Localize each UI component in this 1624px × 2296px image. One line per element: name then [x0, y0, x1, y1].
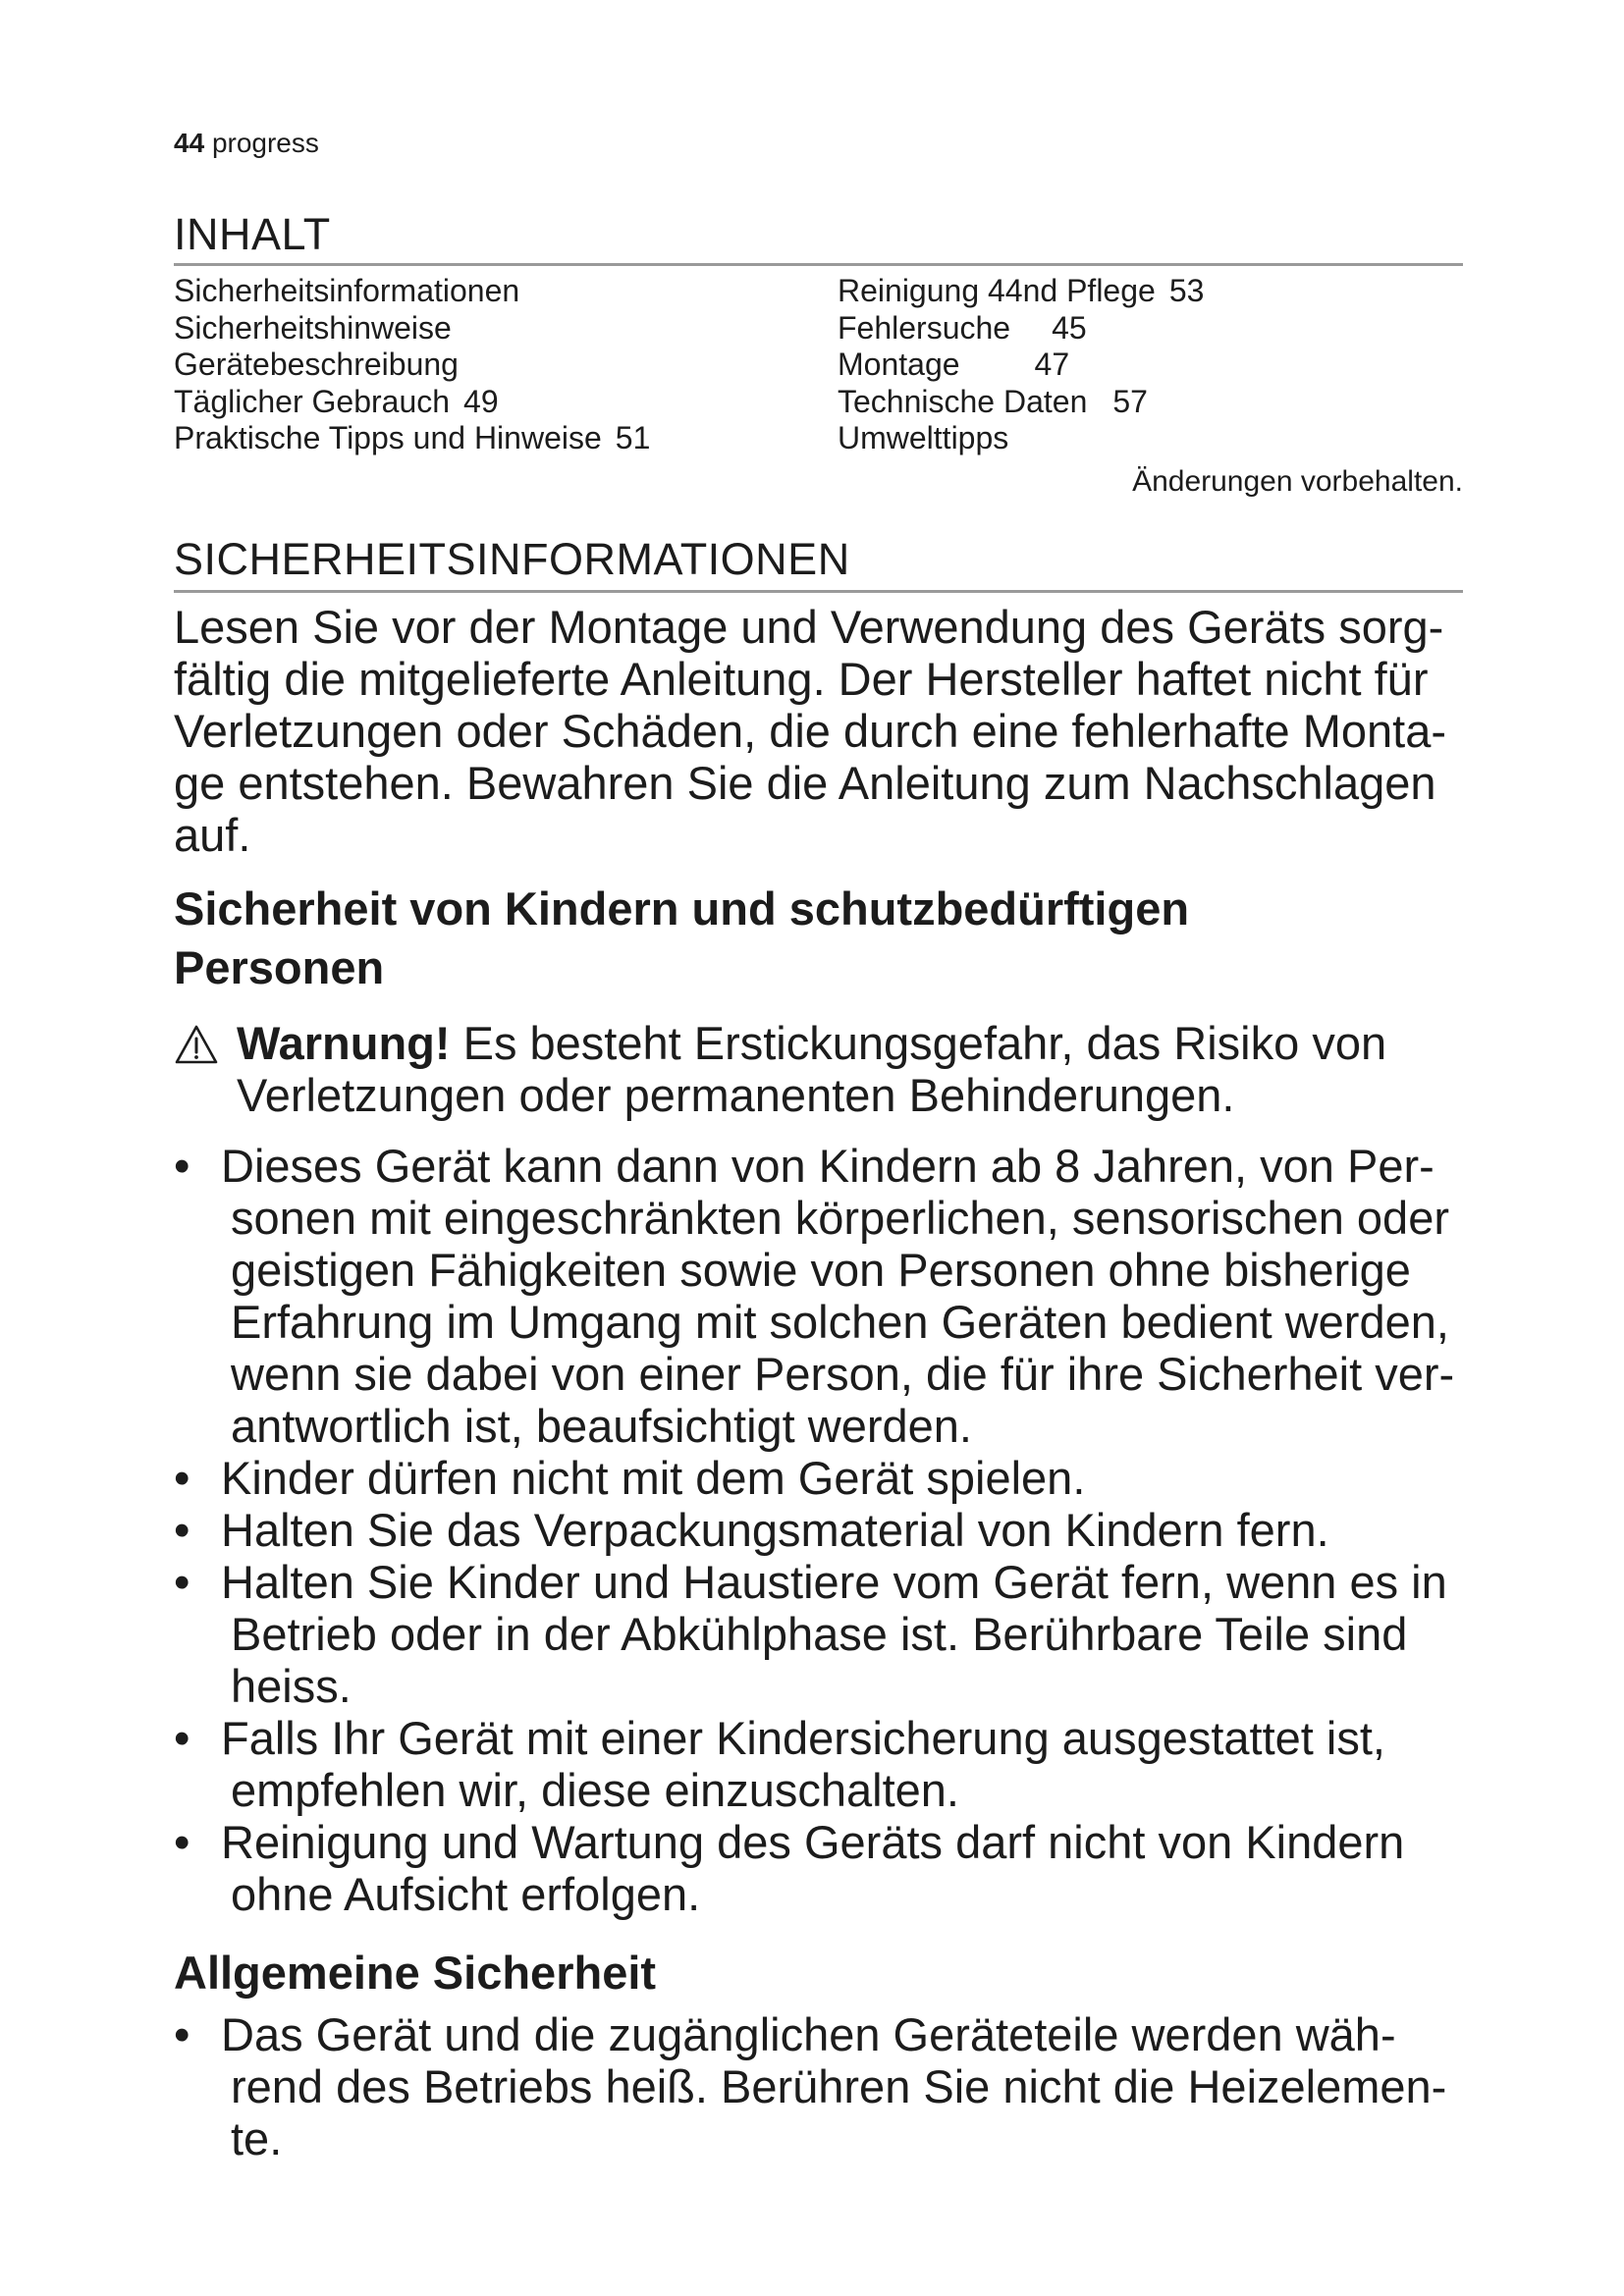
bullet-list-children — [174, 1140, 1454, 1920]
list-item-line: ohne Aufsicht erfolgen. — [231, 1868, 701, 1920]
paragraph-line: ge entstehen. Bewahren Sie die Anleitung zum Nachschlagen — [174, 757, 1436, 809]
toc-entry-page: 49 — [463, 383, 499, 419]
toc-entry-label: Fehlersuche — [838, 309, 1011, 346]
toc-entry-page: 45 — [1052, 309, 1087, 346]
bullet-icon: • — [174, 1452, 190, 1504]
toc-entry[interactable] — [838, 384, 1204, 421]
toc-entry-label: Sicherheitsinformationen — [174, 273, 520, 308]
bullet-icon: • — [174, 2008, 190, 2060]
toc-entry-label: Praktische Tipps und Hinweise — [174, 420, 602, 455]
changes-note: Änderungen vorbehalten. — [1132, 465, 1463, 498]
toc-entry-page: 47 — [1034, 347, 1070, 382]
toc-entry-page: 51 — [615, 420, 651, 455]
toc-entry-label: Täglicher Gebrauch — [174, 383, 451, 419]
list-item — [174, 1712, 1454, 1816]
brand-name: progress — [211, 128, 319, 158]
list-item — [174, 1816, 1454, 1920]
list-item-line: Reinigung und Wartung des Geräts darf nicht von Kindern — [221, 1816, 1405, 1868]
list-item-line: rend des Betriebs heiß. Berühren Sie nicht die Heizelemen- — [231, 2060, 1447, 2112]
toc-entry[interactable] — [174, 347, 650, 384]
warning-text — [237, 1017, 1386, 1121]
list-item-line: Falls Ihr Gerät mit einer Kindersicherung ausgestattet ist, — [221, 1712, 1385, 1764]
toc-entry[interactable] — [174, 273, 650, 310]
toc-column-right — [838, 273, 1204, 457]
toc-entry-label: Montage — [838, 347, 960, 382]
list-item — [174, 1504, 1454, 1556]
paragraph-line: Lesen Sie vor der Montage und Verwendung des Geräts sorg- — [174, 601, 1444, 653]
list-item-line: te. — [231, 2112, 283, 2164]
toc-entry[interactable] — [174, 384, 650, 421]
warning-keyword: Warnung! — [237, 1017, 451, 1069]
paragraph-line: Verletzungen oder Schäden, die durch eine fehlerhafte Monta- — [174, 705, 1446, 757]
section-divider — [174, 590, 1463, 593]
toc-entry[interactable] — [838, 310, 1204, 347]
list-item-line: Kinder dürfen nicht mit dem Gerät spielen. — [221, 1452, 1086, 1504]
toc-entry-label: Gerätebeschreibung — [174, 347, 459, 382]
list-item-line: antwortlich ist, beaufsichtigt werden. — [231, 1400, 972, 1452]
list-item-line: geistigen Fähigkeiten sowie von Personen ohne bisherige — [231, 1244, 1411, 1296]
page-header — [174, 128, 319, 159]
list-item — [174, 1140, 1454, 1452]
list-item-line: Dieses Gerät kann dann von Kindern ab 8 Jahren, von Per- — [221, 1140, 1435, 1192]
subsection-title-line: Sicherheit von Kindern und schutzbedürftigen — [174, 882, 1190, 934]
bullet-icon: • — [174, 1712, 190, 1764]
intro-paragraph — [174, 601, 1470, 861]
list-item-line: Das Gerät und die zugänglichen Geräteteile werden wäh- — [221, 2008, 1396, 2060]
list-item-line: empfehlen wir, diese einzuschalten. — [231, 1764, 959, 1816]
section-title: SICHERHEITSINFORMATIONEN — [174, 534, 850, 584]
toc-entry[interactable] — [838, 420, 1204, 457]
subsection-title-general: Allgemeine Sicherheit — [174, 1947, 657, 1999]
list-item-line: Betrieb oder in der Abkühlphase ist. Berührbare Teile sind — [231, 1608, 1408, 1660]
warning-line: Verletzungen oder permanenten Behinderungen. — [237, 1069, 1235, 1121]
bullet-list-general — [174, 2008, 1446, 2164]
paragraph-line: fältig die mitgelieferte Anleitung. Der Hersteller haftet nicht für — [174, 653, 1429, 705]
subsection-title-children — [174, 880, 1189, 997]
list-item-line: Halten Sie Kinder und Haustiere vom Gerät fern, wenn es in — [221, 1556, 1447, 1608]
bullet-icon: • — [174, 1504, 190, 1556]
toc-entry-label: Reinigung 44nd Pflege — [838, 273, 1156, 308]
toc-entry-label: Technische Daten — [838, 383, 1088, 419]
subsection-title-line: Personen — [174, 941, 385, 993]
warning-line: Es besteht Erstickungsgefahr, das Risiko von — [462, 1017, 1387, 1069]
bullet-icon: • — [174, 1816, 190, 1868]
toc-entry[interactable] — [838, 273, 1204, 310]
toc-entry[interactable] — [838, 347, 1204, 384]
toc-entry[interactable] — [174, 310, 650, 347]
list-item-line: sonen mit eingeschränkten körperlichen, sensorischen oder — [231, 1192, 1449, 1244]
list-item-line: Erfahrung im Umgang mit solchen Geräten bedient werden, — [231, 1296, 1449, 1348]
page-number: 44 — [174, 128, 205, 158]
bullet-icon: • — [174, 1140, 190, 1192]
toc-divider — [174, 263, 1463, 266]
list-item — [174, 1452, 1454, 1504]
toc-entry[interactable] — [174, 420, 650, 457]
toc-title: INHALT — [174, 209, 331, 259]
list-item-line: heiss. — [231, 1660, 352, 1712]
paragraph-line: auf. — [174, 809, 251, 861]
list-item — [174, 1556, 1454, 1712]
toc-entry-page: 57 — [1112, 383, 1148, 419]
toc-entry-page: 53 — [1168, 273, 1205, 308]
toc-column-left — [174, 273, 650, 457]
list-item-line: wenn sie dabei von einer Person, die für ihre Sicherheit ver- — [231, 1348, 1455, 1400]
bullet-icon: • — [174, 1556, 190, 1608]
warning-triangle-icon — [174, 1024, 219, 1065]
toc-entry-label: Sicherheitshinweise — [174, 309, 452, 346]
toc-entry-label: Umwelttipps — [838, 420, 1009, 455]
list-item-line: Halten Sie das Verpackungsmaterial von Kindern fern. — [221, 1504, 1329, 1556]
list-item — [174, 2008, 1446, 2164]
